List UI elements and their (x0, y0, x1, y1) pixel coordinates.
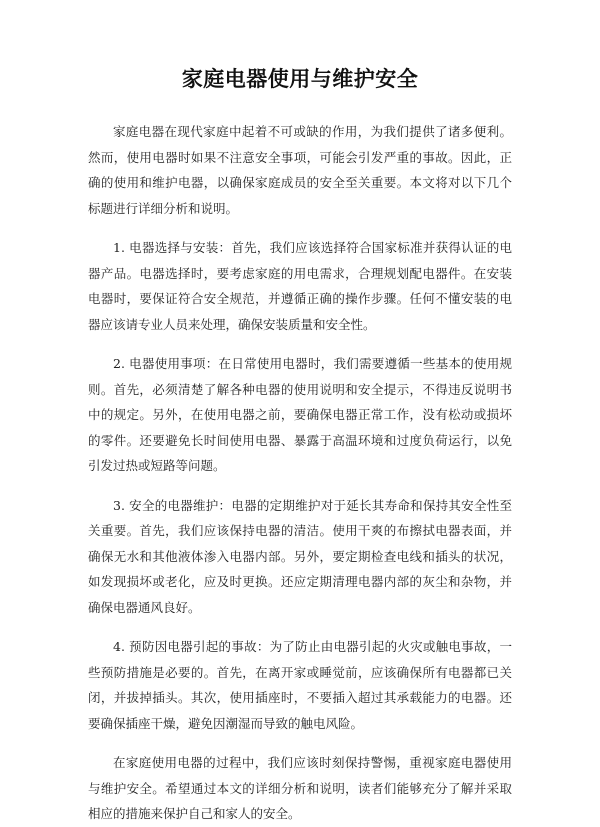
intro-paragraph: 家庭电器在现代家庭中起着不可或缺的作用，为我们提供了诸多便利。然而，使用电器时如果不注意安全事项，可能会引发严重的事故。因此，正确的使用和维护电器，以确保家庭成员的安全至关重要。本文将对以下几个标题进行详细分析和说明。 (88, 124, 512, 216)
section-maintenance: 3. 安全的电器维护：电器的定期维护对于延长其寿命和保持其安全性至关重要。首先，我们应该保持电器的清洁。使用干爽的布擦拭电器表面，并确保无水和其他液体渗入电器内部。另外，要定期检查电线和插头的状况，如发现损坏或老化，应及时更换。还应定期清理电器内部的灰尘和杂物，并确保电器通风良好。 (88, 497, 512, 615)
section-appliance-selection: 1. 电器选择与安装：首先，我们应该选择符合国家标准并获得认证的电器产品。电器选择时，要考虑家庭的用电需求，合理规划配电器件。在安装电器时，要保证符合安全规范，并遵循正确的操作步骤。任何不懂安装的电器应该请专业人员来处理，确保安装质量和安全性。 (88, 240, 512, 332)
section-usage-notes: 2. 电器使用事项：在日常使用电器时，我们需要遵循一些基本的使用规则。首先，必须清楚了解各种电器的使用说明和安全提示，不得违反说明书中的规定。另外，在使用电器之前，要确保电器正常工作，没有松动或损坏的零件。还要避免长时间使用电器、暴露于高温环境和过度负荷运行，以免引发过热或短路等问题。 (88, 356, 512, 474)
page-title: 家庭电器使用与维护安全 (181, 67, 419, 91)
section-accident-prevention: 4. 预防因电器引起的事故：为了防止由电器引起的火灾或触电事故，一些预防措施是必要的。首先，在离开家或睡觉前，应该确保所有电器都已关闭，并拔掉插头。其次，使用插座时，不要插入超过其承载能力的电器。还要确保插座干燥，避免因潮湿而导致的触电风险。 (88, 639, 512, 731)
document-body (88, 119, 512, 827)
conclusion-paragraph: 在家庭使用电器的过程中，我们应该时刻保持警惕，重视家庭电器使用与维护安全。希望通过本文的详细分析和说明，读者们能够充分了解并采取相应的措施来保护自己和家人的安全。 (88, 755, 512, 822)
